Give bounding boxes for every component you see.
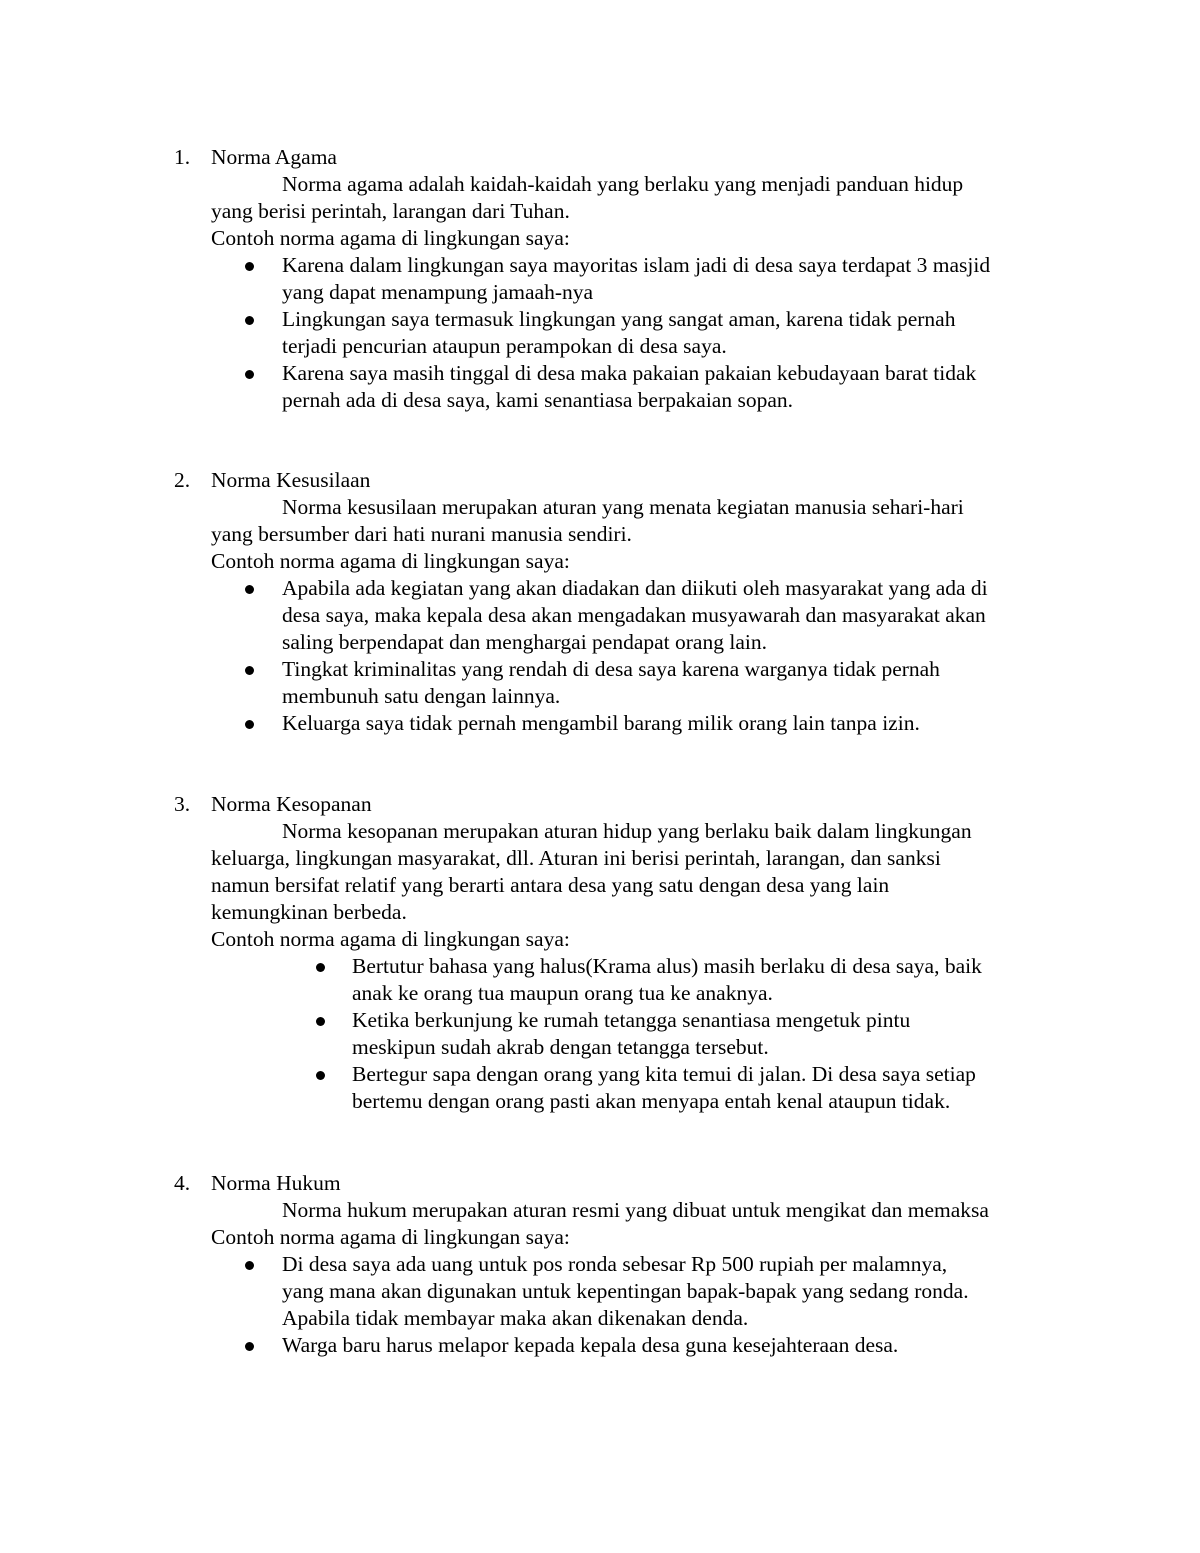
definition-line: Norma kesopanan merupakan aturan hidup yang berlaku baik dalam lingkungan <box>282 819 972 843</box>
definition-line: yang bersumber dari hati nurani manusia sendiri. <box>211 522 632 546</box>
definition-line: keluarga, lingkungan masyarakat, dll. Aturan ini berisi perintah, larangan, dan sanksi <box>211 846 941 870</box>
section-title: Norma Agama <box>211 145 337 169</box>
bullet-text-line: Karena saya masih tinggal di desa maka pakaian pakaian kebudayaan barat tidak <box>282 361 977 385</box>
bullet-text-line: Apabila ada kegiatan yang akan diadakan dan diikuti oleh masyarakat yang ada di <box>282 576 988 600</box>
example-heading: Contoh norma agama di lingkungan saya: <box>211 226 570 250</box>
bullet-icon <box>245 585 254 594</box>
bullet-icon <box>245 1261 254 1270</box>
bullet-icon <box>245 262 254 271</box>
bullet-icon <box>245 1342 254 1351</box>
bullet-text-line: Lingkungan saya termasuk lingkungan yang sangat aman, karena tidak pernah <box>282 307 956 331</box>
bullet-text-line: Bertegur sapa dengan orang yang kita temui di jalan. Di desa saya setiap <box>352 1062 976 1086</box>
bullet-text-line: saling berpendapat dan menghargai pendapat orang lain. <box>282 630 767 654</box>
bullet-text-line: Tingkat kriminalitas yang rendah di desa saya karena warganya tidak pernah <box>282 657 940 681</box>
definition-line: yang berisi perintah, larangan dari Tuhan. <box>211 199 570 223</box>
example-heading: Contoh norma agama di lingkungan saya: <box>211 927 570 951</box>
section-number: 3. <box>174 792 191 816</box>
bullet-text-line: pernah ada di desa saya, kami senantiasa berpakaian sopan. <box>282 388 794 412</box>
bullet-text-line: yang dapat menampung jamaah-nya <box>282 280 594 304</box>
bullet-icon <box>245 370 254 379</box>
bullet-text-line: Keluarga saya tidak pernah mengambil barang milik orang lain tanpa izin. <box>282 711 920 735</box>
definition-line: Norma kesusilaan merupakan aturan yang menata kegiatan manusia sehari-hari <box>282 495 964 519</box>
bullet-icon <box>316 963 325 972</box>
bullet-text-line: Bertutur bahasa yang halus(Krama alus) masih berlaku di desa saya, baik <box>352 954 982 978</box>
bullet-text-line: membunuh satu dengan lainnya. <box>282 684 561 708</box>
bullet-text-line: yang mana akan digunakan untuk kepentingan bapak-bapak yang sedang ronda. <box>282 1279 969 1303</box>
bullet-text-line: Apabila tidak membayar maka akan dikenakan denda. <box>282 1306 749 1330</box>
bullet-text-line: meskipun sudah akrab dengan tetangga tersebut. <box>352 1035 769 1059</box>
bullet-icon <box>245 666 254 675</box>
definition-line: namun bersifat relatif yang berarti antara desa yang satu dengan desa yang lain <box>211 873 890 897</box>
section-title: Norma Kesusilaan <box>211 468 371 492</box>
definition-line: kemungkinan berbeda. <box>211 900 407 924</box>
example-heading: Contoh norma agama di lingkungan saya: <box>211 549 570 573</box>
section-number: 1. <box>174 145 191 169</box>
definition-line: Norma hukum merupakan aturan resmi yang dibuat untuk mengikat dan memaksa <box>282 1198 989 1222</box>
bullet-text-line: terjadi pencurian ataupun perampokan di desa saya. <box>282 334 727 358</box>
bullet-icon <box>245 720 254 729</box>
bullet-text-line: anak ke orang tua maupun orang tua ke anaknya. <box>352 981 773 1005</box>
example-heading: Contoh norma agama di lingkungan saya: <box>211 1225 570 1249</box>
bullet-text-line: Karena dalam lingkungan saya mayoritas islam jadi di desa saya terdapat 3 masjid <box>282 253 991 277</box>
section-number: 4. <box>174 1171 191 1195</box>
bullet-text-line: desa saya, maka kepala desa akan mengadakan musyawarah dan masyarakat akan <box>282 603 986 627</box>
section-title: Norma Kesopanan <box>211 792 372 816</box>
bullet-text-line: bertemu dengan orang pasti akan menyapa entah kenal ataupun tidak. <box>352 1089 951 1113</box>
section-number: 2. <box>174 468 191 492</box>
bullet-icon <box>245 316 254 325</box>
section-title: Norma Hukum <box>211 1171 341 1195</box>
bullet-text-line: Warga baru harus melapor kepada kepala desa guna kesejahteraan desa. <box>282 1333 899 1357</box>
definition-line: Norma agama adalah kaidah-kaidah yang berlaku yang menjadi panduan hidup <box>282 172 964 196</box>
bullet-text-line: Di desa saya ada uang untuk pos ronda sebesar Rp 500 rupiah per malamnya, <box>282 1252 948 1276</box>
bullet-icon <box>316 1071 325 1080</box>
bullet-icon <box>316 1017 325 1026</box>
bullet-text-line: Ketika berkunjung ke rumah tetangga senantiasa mengetuk pintu <box>352 1008 911 1032</box>
